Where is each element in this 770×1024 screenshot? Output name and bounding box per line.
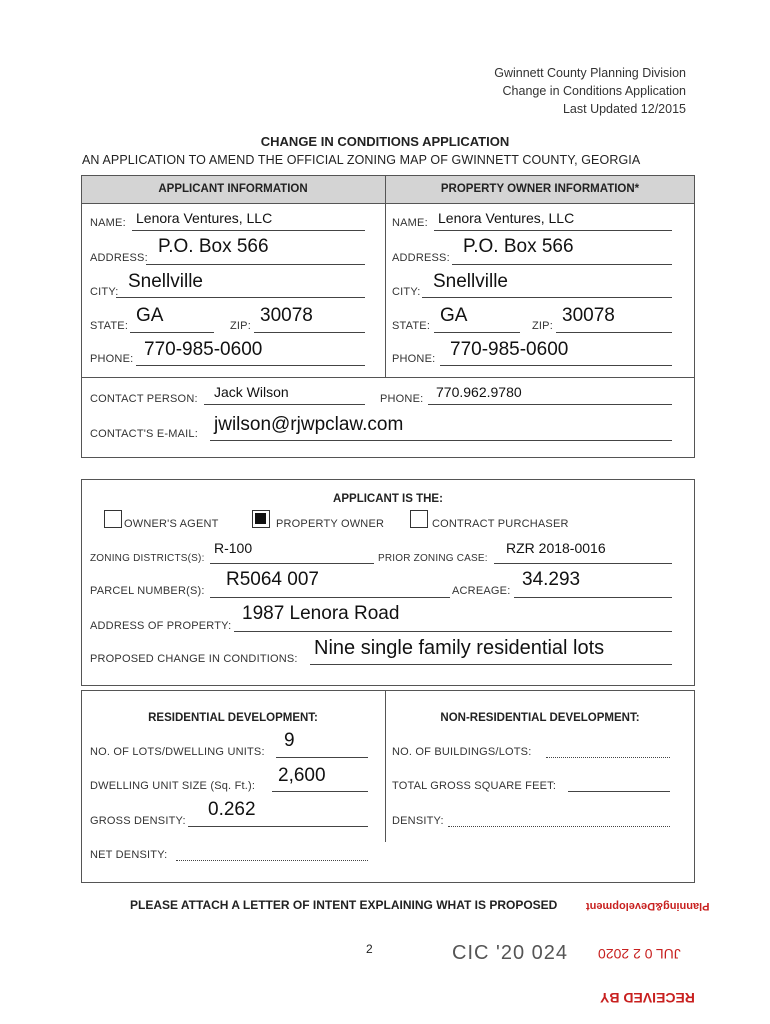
unit-size-field[interactable]: 2,600 [278, 765, 326, 786]
gross-density-label: GROSS DENSITY: [90, 815, 186, 827]
applicant-zip-field[interactable]: 30078 [260, 305, 313, 326]
applicant-phone-field[interactable]: 770-985-0600 [144, 339, 263, 360]
parcel-number-line [210, 597, 450, 598]
owner-zip-label: ZIP: [532, 320, 553, 332]
applicant-phone-label: PHONE: [90, 353, 134, 365]
owner-city-field[interactable]: Snellville [433, 271, 508, 292]
owner-phone-label: PHONE: [392, 353, 436, 365]
prior-case-line [494, 563, 672, 564]
gross-density-line [188, 826, 368, 827]
proposed-change-line [310, 664, 672, 665]
contact-email-label: CONTACT'S E-MAIL: [90, 428, 198, 440]
owner-state-label: STATE: [392, 320, 431, 332]
page-number: 2 [366, 942, 373, 956]
owners-agent-checkbox[interactable] [104, 510, 122, 528]
column-divider [385, 175, 386, 378]
prior-case-label: PRIOR ZONING CASE: [378, 553, 488, 564]
letter-of-intent-note: PLEASE ATTACH A LETTER OF INTENT EXPLAINING WHAT IS PROPOSED [130, 898, 558, 912]
proposed-change-field[interactable]: Nine single family residential lots [314, 637, 605, 659]
parcel-number-label: PARCEL NUMBER(S): [90, 585, 205, 597]
gross-sqft-line [568, 791, 670, 792]
nonresidential-heading: NON-RESIDENTIAL DEVELOPMENT: [440, 712, 640, 724]
net-density-line [176, 860, 368, 861]
applicant-state-label: STATE: [90, 320, 129, 332]
applicant-name-line [132, 230, 365, 231]
property-owner-checkbox[interactable] [252, 510, 270, 528]
contact-phone-line [428, 404, 672, 405]
received-stamp: RECEIVED BY [600, 990, 695, 1006]
lots-field[interactable]: 9 [284, 730, 295, 751]
applicant-zip-label: ZIP: [230, 320, 251, 332]
applicant-name-label: NAME: [90, 217, 126, 229]
proposed-change-label: PROPOSED CHANGE IN CONDITIONS: [90, 653, 298, 665]
nonres-density-line [448, 826, 670, 827]
property-address-line [234, 631, 672, 632]
lots-label: NO. OF LOTS/DWELLING UNITS: [90, 746, 265, 758]
acreage-line [514, 597, 672, 598]
owner-name-line [434, 230, 672, 231]
page-subtitle: AN APPLICATION TO AMEND THE OFFICIAL ZONING MAP OF GWINNETT COUNTY, GEORGIA [82, 153, 641, 167]
nonres-density-label: DENSITY: [392, 815, 444, 827]
header-updated: Last Updated 12/2015 [562, 102, 686, 116]
owner-phone-line [440, 365, 672, 366]
owner-address-field[interactable]: P.O. Box 566 [463, 236, 574, 257]
property-owner-label: PROPERTY OWNER [276, 518, 385, 530]
contact-email-line [210, 440, 672, 441]
parcel-number-field[interactable]: R5064 007 [226, 569, 319, 590]
residential-heading: RESIDENTIAL DEVELOPMENT: [148, 712, 318, 724]
property-address-label: ADDRESS OF PROPERTY: [90, 620, 232, 632]
buildings-label: NO. OF BUILDINGS/LOTS: [392, 746, 532, 758]
owner-city-line [422, 297, 672, 298]
applicant-state-field[interactable]: GA [136, 305, 164, 326]
applicant-address-field[interactable]: P.O. Box 566 [158, 236, 269, 257]
acreage-label: ACREAGE: [452, 585, 511, 597]
owner-zip-field[interactable]: 30078 [562, 305, 615, 326]
owner-address-label: ADDRESS: [392, 252, 450, 264]
applicant-info-heading: APPLICANT INFORMATION [158, 183, 308, 195]
property-address-field[interactable]: 1987 Lenora Road [242, 603, 400, 624]
planning-stamp: Planning&Development [586, 900, 710, 912]
acreage-field[interactable]: 34.293 [522, 569, 581, 590]
header-form-name: Change in Conditions Application [502, 84, 686, 98]
owner-phone-field[interactable]: 770-985-0600 [450, 339, 569, 360]
gross-sqft-label: TOTAL GROSS SQUARE FEET: [392, 780, 557, 792]
owner-name-field[interactable]: Lenora Ventures, LLC [438, 210, 575, 226]
applicant-city-line [116, 297, 365, 298]
contract-purchaser-checkbox[interactable] [410, 510, 428, 528]
owner-name-label: NAME: [392, 217, 428, 229]
contact-person-label: CONTACT PERSON: [90, 393, 198, 405]
zoning-districts-line [210, 563, 374, 564]
prior-case-field[interactable]: RZR 2018-0016 [506, 540, 606, 556]
owner-state-field[interactable]: GA [440, 305, 468, 326]
owner-info-heading: PROPERTY OWNER INFORMATION* [440, 183, 640, 195]
applicant-zip-line [254, 332, 365, 333]
applicant-city-field[interactable]: Snellville [128, 271, 203, 292]
applicant-is-heading: APPLICANT IS THE: [333, 493, 443, 505]
document-header [494, 64, 686, 118]
owner-zip-line [556, 332, 672, 333]
contact-person-line [204, 404, 365, 405]
net-density-label: NET DENSITY: [90, 849, 168, 861]
owner-address-line [452, 264, 672, 265]
zoning-districts-field[interactable]: R-100 [214, 540, 253, 556]
case-number-stamp: CIC '20 024 [452, 942, 568, 964]
applicant-address-label: ADDRESS: [90, 252, 148, 264]
applicant-name-field[interactable]: Lenora Ventures, LLC [136, 210, 273, 226]
contact-divider [81, 377, 695, 378]
page-title: CHANGE IN CONDITIONS APPLICATION [260, 134, 510, 149]
unit-size-label: DWELLING UNIT SIZE (Sq. Ft.): [90, 780, 256, 792]
owner-city-label: CITY: [392, 286, 421, 298]
contact-email-field[interactable]: jwilson@rjwpclaw.com [214, 414, 404, 435]
lots-line [276, 757, 368, 758]
gross-density-field[interactable]: 0.262 [208, 799, 256, 820]
unit-size-line [272, 791, 368, 792]
contact-phone-label: PHONE: [380, 393, 424, 405]
zoning-districts-label: ZONING DISTRICTS(S): [90, 553, 205, 564]
owners-agent-label: OWNER'S AGENT [124, 518, 219, 530]
applicant-phone-line [136, 365, 365, 366]
applicant-state-line [130, 332, 214, 333]
owner-state-line [434, 332, 520, 333]
contact-phone-field[interactable]: 770.962.9780 [436, 384, 522, 400]
contact-person-field[interactable]: Jack Wilson [214, 384, 289, 400]
contract-purchaser-label: CONTRACT PURCHASER [432, 518, 569, 530]
header-division: Gwinnett County Planning Division [494, 66, 686, 80]
date-stamp: JUL 0 2 2020 [598, 946, 681, 962]
applicant-address-line [146, 264, 365, 265]
buildings-line [546, 757, 670, 758]
applicant-city-label: CITY: [90, 286, 119, 298]
